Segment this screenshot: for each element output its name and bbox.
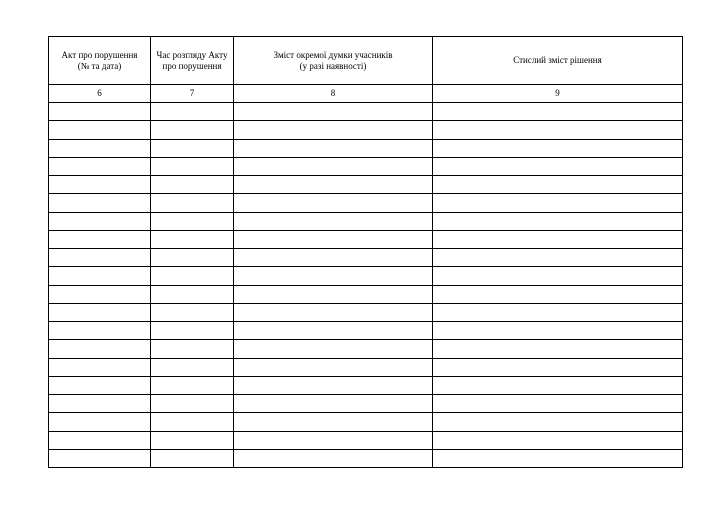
table-cell[interactable]	[151, 194, 234, 212]
table-cell[interactable]	[234, 139, 433, 157]
table-row	[49, 176, 683, 194]
table-cell[interactable]	[234, 449, 433, 467]
table-row	[49, 376, 683, 394]
table-cell[interactable]	[49, 285, 151, 303]
table-cell[interactable]	[49, 358, 151, 376]
table-cell[interactable]	[49, 395, 151, 413]
table-cell[interactable]	[151, 103, 234, 121]
column-number: 7	[151, 85, 234, 103]
table-cell[interactable]	[433, 395, 683, 413]
table-cell[interactable]	[433, 230, 683, 248]
table-cell[interactable]	[433, 285, 683, 303]
header-cell-dissenting-opinion	[234, 37, 433, 85]
table-row	[49, 413, 683, 431]
column-number: 6	[49, 85, 151, 103]
table-cell[interactable]	[49, 212, 151, 230]
header-label: Час розгляду Акту про порушення	[156, 49, 228, 71]
table-cell[interactable]	[433, 358, 683, 376]
table-cell[interactable]	[49, 413, 151, 431]
table-cell[interactable]	[234, 249, 433, 267]
table-cell[interactable]	[433, 267, 683, 285]
table-cell[interactable]	[433, 139, 683, 157]
table-cell[interactable]	[433, 194, 683, 212]
table-cell[interactable]	[234, 431, 433, 449]
table-row	[49, 230, 683, 248]
table-cell[interactable]	[433, 157, 683, 175]
table-cell[interactable]	[151, 249, 234, 267]
table-cell[interactable]	[234, 322, 433, 340]
column-number: 8	[234, 85, 433, 103]
column-number: 9	[433, 85, 683, 103]
table-cell[interactable]	[234, 413, 433, 431]
table-cell[interactable]	[151, 267, 234, 285]
table-cell[interactable]	[151, 139, 234, 157]
table-cell[interactable]	[49, 267, 151, 285]
table-cell[interactable]	[234, 121, 433, 139]
table-cell[interactable]	[49, 139, 151, 157]
table-row	[49, 139, 683, 157]
table-cell[interactable]	[234, 157, 433, 175]
table-cell[interactable]	[234, 212, 433, 230]
table-cell[interactable]	[433, 176, 683, 194]
table-cell[interactable]	[234, 267, 433, 285]
table-row	[49, 431, 683, 449]
table-cell[interactable]	[151, 358, 234, 376]
table-cell[interactable]	[49, 303, 151, 321]
table-row	[49, 340, 683, 358]
table-cell[interactable]	[433, 431, 683, 449]
table-row	[49, 285, 683, 303]
column-number-row	[49, 85, 683, 103]
table-cell[interactable]	[151, 121, 234, 139]
table-cell[interactable]	[151, 376, 234, 394]
table-row	[49, 449, 683, 467]
table-cell[interactable]	[151, 157, 234, 175]
table-cell[interactable]	[49, 431, 151, 449]
header-row	[49, 37, 683, 85]
table-cell[interactable]	[151, 303, 234, 321]
table-cell[interactable]	[433, 449, 683, 467]
table-cell[interactable]	[433, 121, 683, 139]
header-label: Стислий зміст рішення	[513, 55, 602, 65]
table-cell[interactable]	[49, 340, 151, 358]
table-cell[interactable]	[234, 194, 433, 212]
table-cell[interactable]	[151, 413, 234, 431]
table-row	[49, 322, 683, 340]
table-row	[49, 303, 683, 321]
table-row	[49, 103, 683, 121]
header-cell-decision-summary	[433, 37, 683, 85]
table-cell[interactable]	[151, 285, 234, 303]
table-cell[interactable]	[49, 194, 151, 212]
table-row	[49, 395, 683, 413]
table-cell[interactable]	[49, 103, 151, 121]
table-row	[49, 358, 683, 376]
table-cell[interactable]	[49, 157, 151, 175]
table-cell[interactable]	[234, 103, 433, 121]
table-cell[interactable]	[151, 431, 234, 449]
table-cell[interactable]	[433, 340, 683, 358]
table-cell[interactable]	[234, 340, 433, 358]
table-cell[interactable]	[49, 449, 151, 467]
register-table	[48, 36, 683, 468]
table-row	[49, 212, 683, 230]
table-cell[interactable]	[234, 303, 433, 321]
table-row	[49, 194, 683, 212]
table-cell[interactable]	[151, 212, 234, 230]
table-cell[interactable]	[234, 395, 433, 413]
table-row	[49, 249, 683, 267]
table-cell[interactable]	[151, 395, 234, 413]
table-cell[interactable]	[49, 176, 151, 194]
header-cell-review-time	[151, 37, 234, 85]
table-cell[interactable]	[151, 340, 234, 358]
table-cell[interactable]	[433, 413, 683, 431]
table-cell[interactable]	[49, 230, 151, 248]
header-label: Зміст окремої думки учасників (у разі наявності)	[273, 49, 393, 71]
table-cell[interactable]	[151, 449, 234, 467]
table-cell[interactable]	[151, 322, 234, 340]
table-row	[49, 267, 683, 285]
table-cell[interactable]	[433, 249, 683, 267]
table-cell[interactable]	[433, 303, 683, 321]
table-cell[interactable]	[234, 376, 433, 394]
table-cell[interactable]	[234, 230, 433, 248]
table-cell[interactable]	[49, 376, 151, 394]
table-cell[interactable]	[49, 322, 151, 340]
table-cell[interactable]	[49, 249, 151, 267]
table-cell[interactable]	[433, 212, 683, 230]
table-cell[interactable]	[234, 176, 433, 194]
table-cell[interactable]	[433, 103, 683, 121]
table-body	[49, 103, 683, 468]
table-cell[interactable]	[151, 230, 234, 248]
table-cell[interactable]	[433, 376, 683, 394]
table-cell[interactable]	[151, 176, 234, 194]
table-cell[interactable]	[49, 121, 151, 139]
table-cell[interactable]	[234, 358, 433, 376]
header-cell-violation-act	[49, 37, 151, 85]
table-row	[49, 157, 683, 175]
header-label: Акт про порушення (№ та дата)	[61, 49, 138, 71]
table-row	[49, 121, 683, 139]
table-cell[interactable]	[234, 285, 433, 303]
table-cell[interactable]	[433, 322, 683, 340]
